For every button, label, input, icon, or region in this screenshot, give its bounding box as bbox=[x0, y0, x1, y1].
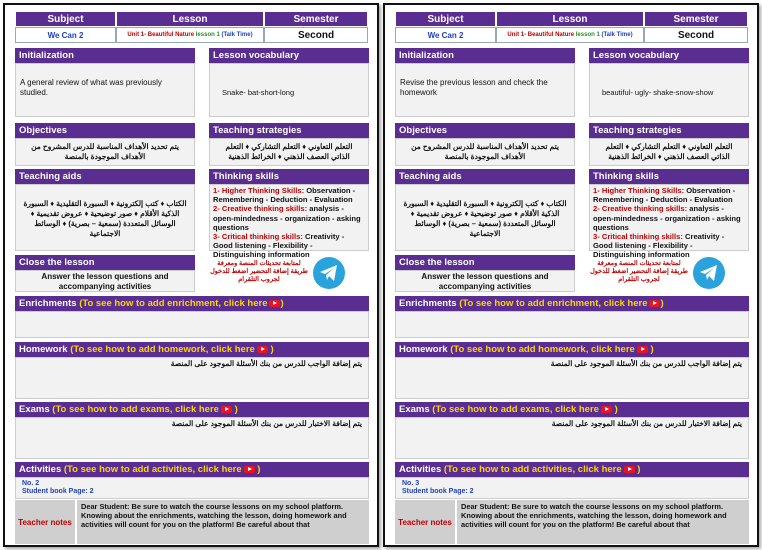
enrichments-body bbox=[15, 311, 369, 338]
lesson-header bbox=[116, 11, 264, 27]
activities-help-text: (To see how to add activities, click here bbox=[443, 464, 622, 475]
youtube-icon bbox=[601, 406, 612, 413]
telegram-promo-text: لمتابعة تحديثات المنصة ومعرفة طريقة إضافة التحضير اضغط للدخول لجروب التلقرام bbox=[590, 260, 688, 283]
youtube-icon bbox=[624, 466, 635, 473]
activities-help-link[interactable]: (To see how to add activities, click here ) bbox=[63, 464, 261, 475]
exams-help-link[interactable]: (To see how to add exams, click here ) bbox=[432, 404, 618, 415]
subject-text: We Can 2 bbox=[427, 30, 464, 40]
close-lesson-text: Answer the lesson questions and accompanying activities bbox=[395, 270, 575, 292]
strategies-text: التعلم التعاوني ♦ التعلم التشاركي ♦ التعلم الذاتي العصف الذهني ♦ الخرائط الذهنية bbox=[589, 138, 749, 166]
subject-text: We Can 2 bbox=[47, 30, 84, 40]
homework-help-text: (To see how to add homework, click here bbox=[70, 344, 255, 355]
close-lesson-title: Close the lesson bbox=[15, 255, 195, 270]
homework-body bbox=[395, 357, 749, 399]
homework-help-link[interactable]: (To see how to add homework, click here ) bbox=[70, 344, 274, 355]
semester-value bbox=[264, 27, 368, 43]
activity-page: Student book Page: 2 bbox=[22, 488, 94, 495]
exams-title bbox=[15, 402, 369, 417]
thinking-skills-title: Thinking skills bbox=[589, 169, 749, 184]
higher-thinking-text: Observation - Remembering - Deduction - Evaluation bbox=[593, 186, 736, 205]
lesson-value bbox=[116, 27, 264, 43]
enrichments-body bbox=[395, 311, 749, 338]
youtube-icon bbox=[649, 300, 660, 307]
creative-thinking-text: analysis - open-mindedness - organization - asking questions bbox=[593, 204, 741, 232]
activities-body bbox=[395, 477, 749, 499]
lesson-header-label: Lesson bbox=[172, 13, 208, 25]
youtube-icon bbox=[221, 406, 232, 413]
creative-thinking-label: 2- Creative thinking skills: bbox=[593, 204, 688, 214]
exams-body bbox=[395, 417, 749, 459]
enrichments-label: Enrichments bbox=[19, 298, 77, 309]
lesson-type: (Talk Time) bbox=[221, 32, 253, 38]
semester-value bbox=[644, 27, 748, 43]
exams-text: يتم إضافة الاختبار للدرس من بنك الأسئلة الموجود على المنصة bbox=[171, 419, 362, 428]
initialization-text: Revise the previous lesson and check the homework bbox=[395, 63, 575, 117]
exams-help-link[interactable]: (To see how to add exams, click here ) bbox=[52, 404, 238, 415]
activity-number: No. 2 bbox=[22, 480, 40, 487]
homework-title bbox=[15, 342, 369, 357]
teacher-notes-label: Teacher notes bbox=[18, 517, 72, 527]
homework-label: Homework bbox=[19, 344, 68, 355]
vocabulary-title: Lesson vocabulary bbox=[589, 48, 749, 63]
lesson-number: lesson 1 bbox=[575, 32, 600, 38]
critical-thinking-label: 3- Critical thinking skills: bbox=[213, 232, 303, 242]
lesson-header bbox=[496, 11, 644, 27]
strategies-title: Teaching strategies bbox=[209, 123, 369, 138]
homework-title bbox=[395, 342, 749, 357]
enrichment-help-text: (To see how to add enrichment, click here bbox=[79, 298, 268, 309]
youtube-icon bbox=[637, 346, 648, 353]
teaching-aids-text: الكتاب ♦ كتب إلكترونية ♦ السبورة التقليدية ♦ السبورة الذكية الأقلام ♦ صور توضيحية ♦ عروض تقديمية ♦ الوسائل المتعددة (سمعية – بصرية) ♦ الوسائط الاجتماعية bbox=[395, 184, 575, 251]
teacher-notes-label-cell bbox=[15, 500, 75, 544]
lesson-number: lesson 1 bbox=[195, 32, 220, 38]
lesson-header-label: Lesson bbox=[552, 13, 588, 25]
higher-thinking-text: Observation - Remembering - Deduction - Evaluation bbox=[213, 186, 356, 205]
activity-page: Student book Page: 2 bbox=[402, 488, 474, 495]
semester-text: Second bbox=[297, 29, 335, 41]
subject-header-label: Subject bbox=[47, 13, 84, 25]
objectives-text: يتم تحديد الأهداف المناسبة للدرس المشروح من الأهداف الموجودة بالمنصة bbox=[15, 138, 195, 166]
lesson-plan-page bbox=[3, 3, 379, 547]
semester-header bbox=[644, 11, 748, 27]
telegram-icon[interactable] bbox=[313, 257, 345, 289]
activities-label: Activities bbox=[19, 464, 62, 475]
initialization-text: A general review of what was previously studied. bbox=[15, 63, 195, 117]
exams-text: يتم إضافة الاختبار للدرس من بنك الأسئلة الموجود على المنصة bbox=[551, 419, 742, 428]
homework-body bbox=[15, 357, 369, 399]
subject-header-label: Subject bbox=[427, 13, 464, 25]
youtube-icon bbox=[269, 300, 280, 307]
activities-title bbox=[395, 462, 749, 477]
enrichments-title bbox=[15, 296, 369, 311]
exams-help-text: (To see how to add exams, click here bbox=[432, 404, 599, 415]
enrichment-help-link[interactable]: (To see how to add enrichment, click here ) bbox=[459, 298, 664, 309]
telegram-promo-text: لمتابعة تحديثات المنصة ومعرفة طريقة إضافة التحضير اضغط للدخول لجروب التلقرام bbox=[210, 260, 308, 283]
exams-label: Exams bbox=[19, 404, 50, 415]
lesson-unit: Unit 1- Beautiful Nature bbox=[127, 32, 195, 38]
enrichments-label: Enrichments bbox=[399, 298, 457, 309]
teacher-notes-text: Dear Student: Be sure to watch the course lessons on my school platform. Knowing about the enrichments, watching the lesson, doing homework and activities will count for you on the platform! Be careful about that bbox=[77, 500, 369, 544]
semester-header-label: Semester bbox=[673, 13, 719, 25]
objectives-text: يتم تحديد الأهداف المناسبة للدرس المشروح من الأهداف الموجودة بالمنصة bbox=[395, 138, 575, 166]
teacher-notes-label: Teacher notes bbox=[398, 517, 452, 527]
exams-label: Exams bbox=[399, 404, 430, 415]
youtube-icon bbox=[257, 346, 268, 353]
strategies-text: التعلم التعاوني ♦ التعلم التشاركي ♦ التعلم الذاتي العصف الذهني ♦ الخرائط الذهنية bbox=[209, 138, 369, 166]
subject-header bbox=[15, 11, 116, 27]
vocabulary-text: Snake- bat-short-long bbox=[209, 63, 369, 117]
activities-help-text: (To see how to add activities, click here bbox=[63, 464, 242, 475]
close-lesson-text: Answer the lesson questions and accompanying activities bbox=[15, 270, 195, 292]
objectives-title: Objectives bbox=[395, 123, 575, 138]
semester-text: Second bbox=[677, 29, 715, 41]
initialization-title: Initialization bbox=[395, 48, 575, 63]
activity-number: No. 3 bbox=[402, 480, 420, 487]
enrichment-help-link[interactable]: (To see how to add enrichment, click here ) bbox=[79, 298, 284, 309]
higher-thinking-label: 1- Higher Thinking Skills: bbox=[593, 186, 685, 195]
youtube-icon bbox=[244, 466, 255, 473]
activities-help-link[interactable]: (To see how to add activities, click here ) bbox=[443, 464, 641, 475]
activities-label: Activities bbox=[399, 464, 442, 475]
critical-thinking-label: 3- Critical thinking skills: bbox=[593, 232, 683, 242]
exams-body bbox=[15, 417, 369, 459]
teacher-notes-label-cell bbox=[395, 500, 455, 544]
activities-title bbox=[15, 462, 369, 477]
thinking-skills-body bbox=[209, 184, 369, 260]
homework-help-link[interactable]: (To see how to add homework, click here ) bbox=[450, 344, 654, 355]
lesson-unit: Unit 1- Beautiful Nature bbox=[507, 32, 575, 38]
thinking-skills-body bbox=[589, 184, 749, 260]
activities-body bbox=[15, 477, 369, 499]
semester-header bbox=[264, 11, 368, 27]
enrichment-help-text: (To see how to add enrichment, click here bbox=[459, 298, 648, 309]
telegram-icon[interactable] bbox=[693, 257, 725, 289]
semester-header-label: Semester bbox=[293, 13, 339, 25]
creative-thinking-label: 2- Creative thinking skills: bbox=[213, 204, 308, 214]
subject-header bbox=[395, 11, 496, 27]
homework-label: Homework bbox=[399, 344, 448, 355]
lesson-type: (Talk Time) bbox=[601, 32, 633, 38]
close-lesson-title: Close the lesson bbox=[395, 255, 575, 270]
homework-text: يتم إضافة الواجب للدرس من بنك الأسئلة الموجود على المنصة bbox=[550, 359, 742, 368]
enrichments-title bbox=[395, 296, 749, 311]
critical-thinking-text: Creativity - Good listening - Flexibility - Distinguishing information bbox=[213, 232, 345, 260]
critical-thinking-text: Creativity - Good listening - Flexibility - Distinguishing information bbox=[593, 232, 725, 260]
exams-title bbox=[395, 402, 749, 417]
homework-text: يتم إضافة الواجب للدرس من بنك الأسئلة الموجود على المنصة bbox=[170, 359, 362, 368]
lesson-value bbox=[496, 27, 644, 43]
teacher-notes-text: Dear Student: Be sure to watch the course lessons on my school platform. Knowing about the enrichments, watching the lesson, doing homework and activities will count for you on the platform! Be careful about that bbox=[457, 500, 749, 544]
creative-thinking-text: analysis - open-mindedness - organization - asking questions bbox=[213, 204, 361, 232]
thinking-skills-title: Thinking skills bbox=[209, 169, 369, 184]
lesson-plan-page bbox=[383, 3, 759, 547]
teaching-aids-title: Teaching aids bbox=[395, 169, 575, 184]
objectives-title: Objectives bbox=[15, 123, 195, 138]
subject-value bbox=[395, 27, 496, 43]
subject-value bbox=[15, 27, 116, 43]
homework-help-text: (To see how to add homework, click here bbox=[450, 344, 635, 355]
exams-help-text: (To see how to add exams, click here bbox=[52, 404, 219, 415]
higher-thinking-label: 1- Higher Thinking Skills: bbox=[213, 186, 305, 195]
teaching-aids-title: Teaching aids bbox=[15, 169, 195, 184]
initialization-title: Initialization bbox=[15, 48, 195, 63]
vocabulary-text: beautiful- ugly- shake-snow-show bbox=[589, 63, 749, 117]
strategies-title: Teaching strategies bbox=[589, 123, 749, 138]
teaching-aids-text: الكتاب ♦ كتب إلكترونية ♦ السبورة التقليدية ♦ السبورة الذكية الأقلام ♦ صور توضيحية ♦ عروض تقديمية ♦ الوسائل المتعددة (سمعية – بصرية) ♦ الوسائط الاجتماعية bbox=[15, 184, 195, 251]
vocabulary-title: Lesson vocabulary bbox=[209, 48, 369, 63]
